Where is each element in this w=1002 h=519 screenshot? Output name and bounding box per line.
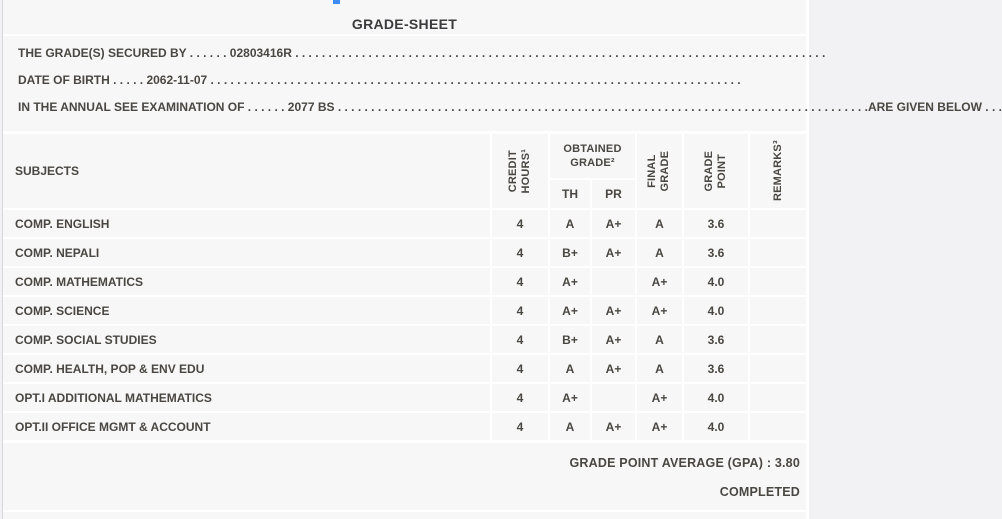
grade-point-label: GRADE POINT bbox=[702, 150, 728, 192]
grade-point-cell: 3.6 bbox=[684, 210, 748, 237]
subject-cell: COMP. MATHEMATICS bbox=[3, 268, 490, 295]
header-final-grade bbox=[637, 134, 682, 208]
header-grade-point bbox=[684, 134, 748, 208]
candidate-info bbox=[3, 36, 1002, 131]
grade-sheet-panel bbox=[3, 0, 1002, 519]
th-grade-cell: A bbox=[550, 210, 590, 237]
grade-point-cell: 3.6 bbox=[684, 239, 748, 266]
grade-table-body bbox=[3, 210, 809, 440]
final-grade-cell: A bbox=[637, 210, 682, 237]
subject-cell: OPT.I ADDITIONAL MATHEMATICS bbox=[3, 384, 490, 411]
th-grade-cell: B+ bbox=[550, 239, 590, 266]
final-grade-cell: A bbox=[637, 326, 682, 353]
header-obtained-grade: OBTAINED GRADE² bbox=[550, 134, 635, 178]
dot-leader: . . . . . . . . . . . . . . . . . . . . . . . . . . . . . . . . . . . . . . . . . . . . . . . . . . . . . . . . . . . . . . . . . . . . . . . . . . . . . . . . bbox=[334, 100, 868, 114]
credit-cell: 4 bbox=[492, 268, 548, 295]
pr-grade-cell bbox=[592, 384, 635, 411]
credit-cell: 4 bbox=[492, 355, 548, 382]
dot-leader: . . . . . . . . . . . . . . . . . . . . . . . . . . . . . . . . . . . . . . . . . . . . . . . . . . . . . . . . . . . . . . . . . . . . . . . . . . . . . . . . bbox=[291, 46, 826, 60]
status-completed: COMPLETED bbox=[719, 485, 800, 499]
final-grade-cell: A+ bbox=[637, 297, 682, 324]
grade-point-cell: 3.6 bbox=[684, 326, 748, 353]
page-title: GRADE-SHEET bbox=[351, 16, 458, 32]
th-grade-cell: A bbox=[550, 355, 590, 382]
credit-cell: 4 bbox=[492, 384, 548, 411]
obtained-grade-subheaders bbox=[550, 180, 635, 208]
header-credit-hours bbox=[492, 134, 548, 208]
th-grade-cell: A bbox=[550, 413, 590, 440]
header-obtained-grade-group bbox=[550, 134, 635, 208]
remarks-cell bbox=[750, 413, 806, 440]
pr-grade-cell: A+ bbox=[592, 355, 635, 382]
th-grade-cell: A+ bbox=[550, 297, 590, 324]
subject-cell: COMP. NEPALI bbox=[3, 239, 490, 266]
secured-by-text: THE GRADE(S) SECURED BY . . . . . . 02803416R bbox=[18, 46, 292, 60]
info-line-examination bbox=[18, 98, 1002, 116]
table-row bbox=[3, 210, 809, 237]
final-grade-label: FINAL GRADE bbox=[646, 150, 672, 192]
remarks-cell bbox=[750, 384, 806, 411]
subject-cell: COMP. ENGLISH bbox=[3, 210, 490, 237]
remarks-cell bbox=[750, 326, 806, 353]
grade-point-cell: 4.0 bbox=[684, 384, 748, 411]
final-grade-cell: A+ bbox=[637, 384, 682, 411]
final-grade-cell: A+ bbox=[637, 413, 682, 440]
subject-cell: COMP. SOCIAL STUDIES bbox=[3, 326, 490, 353]
remarks-cell bbox=[750, 268, 806, 295]
remarks-cell bbox=[750, 210, 806, 237]
summary-block bbox=[3, 443, 806, 510]
subject-cell: COMP. HEALTH, POP & ENV EDU bbox=[3, 355, 490, 382]
grade-point-cell: 4.0 bbox=[684, 297, 748, 324]
credit-cell: 4 bbox=[492, 297, 548, 324]
table-header-row bbox=[3, 134, 809, 208]
pr-grade-cell: A+ bbox=[592, 297, 635, 324]
table-row bbox=[3, 268, 809, 295]
header-th: TH bbox=[550, 180, 590, 208]
table-row bbox=[3, 239, 809, 266]
subject-cell: OPT.II OFFICE MGMT & ACCOUNT bbox=[3, 413, 490, 440]
are-given-below-text: ARE GIVEN BELOW . . . bbox=[867, 100, 1002, 114]
grade-point-cell: 4.0 bbox=[684, 268, 748, 295]
th-grade-cell: A+ bbox=[550, 268, 590, 295]
examination-text: IN THE ANNUAL SEE EXAMINATION OF . . . . . . 2077 BS bbox=[18, 100, 335, 114]
final-grade-cell: A bbox=[637, 355, 682, 382]
subject-cell: COMP. SCIENCE bbox=[3, 297, 490, 324]
table-row bbox=[3, 384, 809, 411]
date-of-birth-text: DATE OF BIRTH . . . . . 2062-11-07 bbox=[18, 73, 208, 87]
info-line-secured-by bbox=[18, 44, 826, 62]
credit-cell: 4 bbox=[492, 210, 548, 237]
th-grade-cell: B+ bbox=[550, 326, 590, 353]
clipped-link-fragment bbox=[333, 0, 340, 4]
grade-point-cell: 3.6 bbox=[684, 355, 748, 382]
remarks-cell bbox=[750, 355, 806, 382]
gpa-line: GRADE POINT AVERAGE (GPA) : 3.80 bbox=[569, 456, 800, 470]
final-grade-cell: A+ bbox=[637, 268, 682, 295]
final-grade-cell: A bbox=[637, 239, 682, 266]
table-row bbox=[3, 326, 809, 353]
grade-point-cell: 4.0 bbox=[684, 413, 748, 440]
th-grade-cell: A+ bbox=[550, 384, 590, 411]
table-row bbox=[3, 297, 809, 324]
table-row bbox=[3, 355, 809, 382]
table-row bbox=[3, 413, 809, 440]
pr-grade-cell: A+ bbox=[592, 239, 635, 266]
header-pr: PR bbox=[592, 180, 635, 208]
remarks-cell bbox=[750, 239, 806, 266]
pr-grade-cell: A+ bbox=[592, 210, 635, 237]
credit-hours-label: CREDIT HOURS¹ bbox=[506, 148, 532, 194]
info-line-date-of-birth bbox=[18, 71, 741, 89]
pr-grade-cell bbox=[592, 268, 635, 295]
header-remarks bbox=[750, 134, 806, 208]
remarks-cell bbox=[750, 297, 806, 324]
pr-grade-cell: A+ bbox=[592, 326, 635, 353]
credit-cell: 4 bbox=[492, 413, 548, 440]
header-subjects: SUBJECTS bbox=[3, 134, 490, 208]
remarks-label: REMARKS³ bbox=[771, 140, 784, 202]
credit-cell: 4 bbox=[492, 326, 548, 353]
clipped-bottom-section bbox=[3, 512, 806, 519]
title-bar bbox=[3, 0, 806, 34]
pr-grade-cell: A+ bbox=[592, 413, 635, 440]
credit-cell: 4 bbox=[492, 239, 548, 266]
dot-leader: . . . . . . . . . . . . . . . . . . . . . . . . . . . . . . . . . . . . . . . . . . . . . . . . . . . . . . . . . . . . . . . . . . . . . . . . . . . . . . . . bbox=[207, 73, 741, 87]
